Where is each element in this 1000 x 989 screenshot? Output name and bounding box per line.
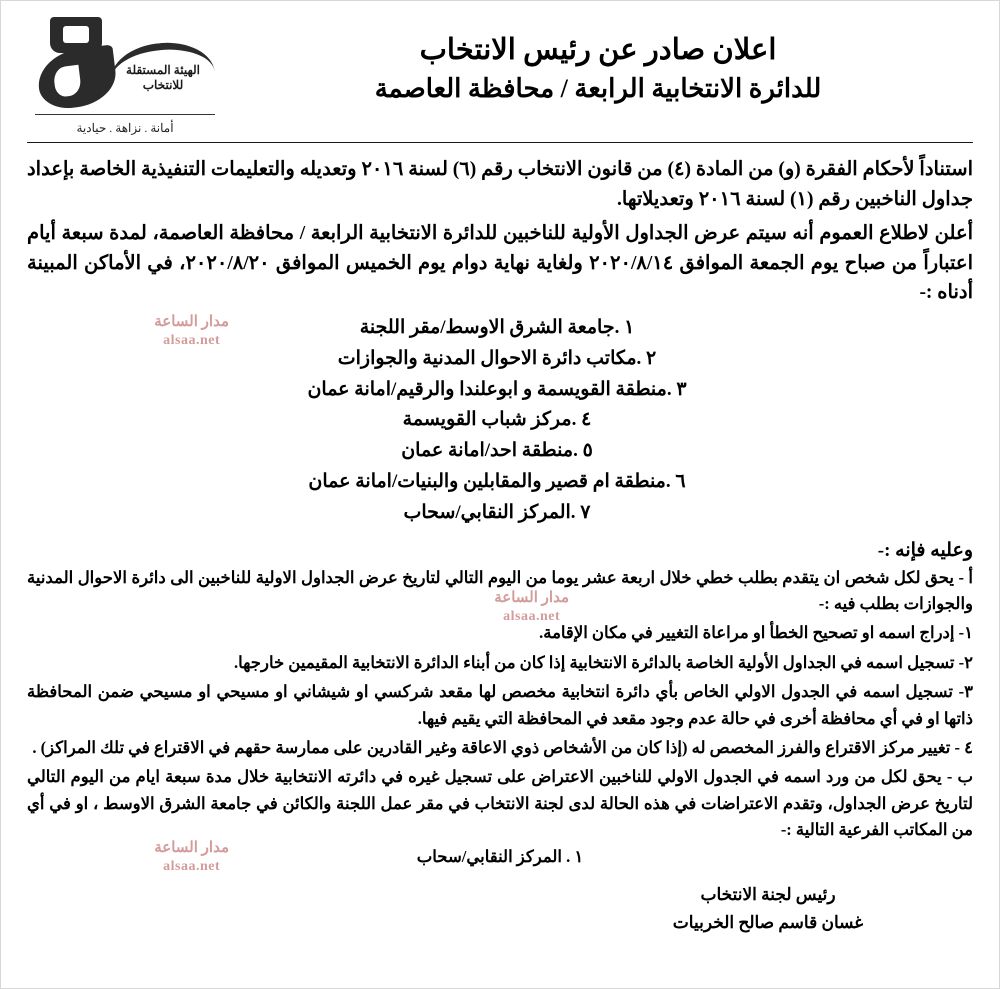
- watermark-arabic: مدار الساعة: [154, 840, 229, 856]
- sub-list-item-number: ١ .: [566, 847, 584, 867]
- list-item-label: منطقة القويسمة و ابوعلندا والرقيم/امانة عمان: [307, 378, 667, 400]
- watermark-arabic: مدار الساعة: [154, 314, 229, 330]
- watermark-latin: alsaa.net: [163, 332, 221, 348]
- page-title: اعلان صادر عن رئيس الانتخاب: [419, 34, 777, 66]
- list-item: [27, 313, 973, 344]
- page-subtitle: للدائرة الانتخابية الرابعة / محافظة العاصمة: [374, 74, 822, 104]
- document-header: [1, 1, 999, 136]
- announcement-paragraph: أعلن لاطلاع العموم أنه سيتم عرض الجداول الأولية للناخبين للدائرة الانتخابية الرابعة / محافظة العاصمة، لمدة سبعة أيام اعتباراً من صباح يوم الجمعة الموافق ٢٠٢٠/٨/١٤ ولغاية نهاية دوام يوم الخميس الموافق ٢٠٢٠/٨/٢٠، في الأماكن المبينة أدناه :-: [27, 223, 973, 303]
- list-item: [27, 467, 973, 498]
- list-item-label: مركز شباب القويسمة: [402, 409, 572, 431]
- watermark-latin: alsaa.net: [163, 858, 221, 874]
- signature-name: غسان قاسم صالح الخربيات: [672, 912, 864, 932]
- watermark-latin: alsaa.net: [503, 608, 561, 624]
- list-item-label: مكاتب دائرة الاحوال المدنية والجوازات: [337, 347, 637, 369]
- list-item-label: منطقة احد/امانة عمان: [401, 440, 574, 462]
- logo-divider: [35, 114, 215, 115]
- clause-a-2: ٢- تسجيل اسمه في الجداول الأولية الخاصة بالدائرة الانتخابية إذا كان من أبناء الدائرة الانتخابية المقيمين خارجها.: [234, 652, 973, 672]
- clause-b: ب - يحق لكل من ورد اسمه في الجدول الاولي للناخبين الاعتراض على تسجيل غيره في دائرته الانتخابية خلال مدة سبعة ايام من اليوم التالي لتاريخ عرض الجداول، وتقدم الاعتراضات في هذه الحالة لدى لجنة الانتخاب في مقر عمل اللجنة والكائن في جامعة الشرق الاوسط ، او في أي من المكاتب الفرعية التالية :-: [27, 767, 973, 840]
- list-item-number: ٦ .: [665, 471, 686, 493]
- list-item: [27, 405, 973, 436]
- sub-list-item-label: المركز النقابي/سحاب: [416, 847, 563, 867]
- clause-a: أ - يحق لكل شخص ان يتقدم بطلب خطي خلال اربعة عشر يوما من اليوم التالي لتاريخ عرض الجداول الاولية للناخبين الى دائرة الاحوال المدنية والجوازات بطلب فيه :-: [27, 567, 973, 613]
- list-item-number: ٥ .: [573, 440, 593, 462]
- list-item-label: المركز النقابي/سحاب: [403, 501, 571, 523]
- list-item-number: ٣ .: [666, 378, 687, 400]
- clause-a-4: ٤ - تغيير مركز الاقتراع والفرز المخصص له (إذا كان من الأشخاص ذوي الاعاقة وغير القادرين على ممارسة حقهم في الاقتراع في تلك المراكز) .: [32, 737, 973, 757]
- logo-arabic-name: الهيئة المستقلة للانتخاب: [126, 63, 200, 92]
- list-item: [27, 498, 973, 529]
- list-item: [27, 375, 973, 406]
- list-item-label: منطقة ام قصير والمقابلين والبنيات/امانة عمان: [308, 471, 666, 493]
- list-item-number: ١ .: [614, 317, 635, 339]
- document-body: [1, 151, 999, 936]
- legal-basis-paragraph: استناداً لأحكام الفقرة (و) من المادة (٤) من قانون الانتخاب رقم (٦) لسنة ٢٠١٦ وتعديله والتعليمات التنفيذية الخاصة بإعداد جداول الناخبين رقم (١) لسنة ٢٠١٦ وتعديلاتها.: [27, 159, 973, 211]
- logo-icon: [32, 15, 218, 111]
- title-block: [223, 15, 973, 108]
- list-item-number: ٤ .: [571, 409, 592, 431]
- watermark-arabic: مدار الساعة: [494, 590, 569, 606]
- swoosh-icon: [35, 44, 119, 111]
- list-item: [27, 436, 973, 467]
- therefore-heading: وعليه فإنه :-: [877, 539, 973, 561]
- signature-block: [27, 881, 973, 935]
- list-item-number: ٧ .: [570, 501, 591, 523]
- list-item-number: ٢ .: [636, 347, 657, 369]
- sub-location-item: [27, 847, 973, 867]
- list-item-label: جامعة الشرق الاوسط/مقر اللجنة: [359, 317, 615, 339]
- list-item: [27, 344, 973, 375]
- signature-role: رئيس لجنة الانتخاب: [700, 885, 836, 905]
- clause-a-3: ٣- تسجيل اسمه في الجدول الاولي الخاص بأي دائرة انتخابية مخصص لها مقعد شركسي او شيشاني او مسيحي او مسيحي ضمن المحافظة ذاتها او في أي محافظة أخرى في حالة عدم وجود مقعد في المحافظة التي يقيم فيها.: [27, 682, 973, 728]
- clause-a-1: ١- إدراج اسمه او تصحيح الخطأ او مراعاة التغيير في مكان الإقامة.: [539, 623, 973, 643]
- logo-caption: أمانة . نزاهة . حيادية: [76, 121, 174, 135]
- header-divider: [27, 142, 973, 143]
- locations-list: [27, 313, 973, 528]
- commission-logo: [27, 15, 223, 136]
